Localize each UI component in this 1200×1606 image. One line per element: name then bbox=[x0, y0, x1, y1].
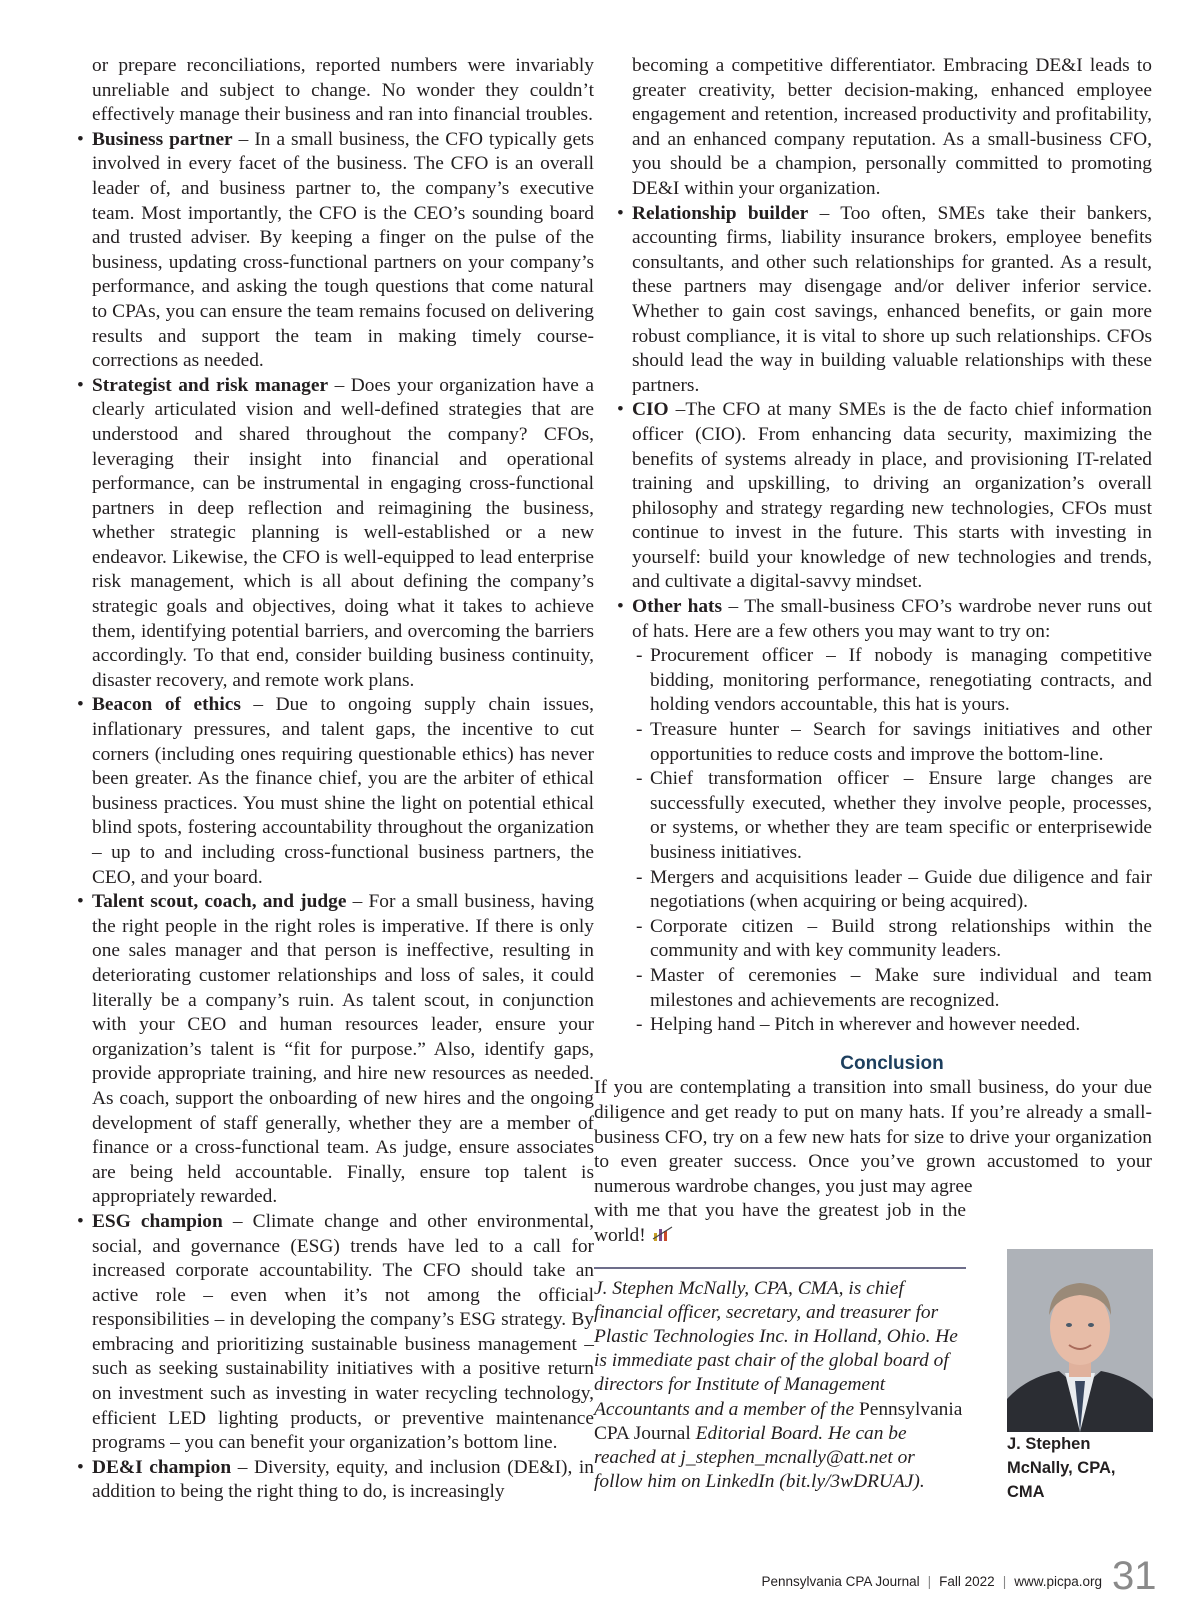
footer-website: www.picpa.org bbox=[1014, 1574, 1102, 1589]
bullet-business-partner: • Business partner – In a small business, the CFO typically gets involved in every facet of the business. The CFO is an overall leader of, and business partner to, the company’s executive team. Most importantly, the CFO is the CEO’s sounding board and trusted adviser. By keeping a finger on the pulse of the business, updating cross-functional partners on your company’s performance, and asking the tough questions that come natural to CPAs, you can ensure the team remains focused on delivering results and support the team in making timely course-corrections as needed. bbox=[74, 128, 594, 374]
bullet-term: Other hats bbox=[632, 596, 723, 618]
intro-continuation: or prepare reconciliations, reported numbers were invariably unreliable and subject to change. No wonder they couldn’t effectively manage their business and ran into financial troubles. bbox=[92, 55, 594, 126]
bullet-text: Climate change and other environmental, social, and governance (ESG) trends have led to a call for increased corporate accountability. The CFO should take an active role – even when it’s not among the official responsibilities – in developing the company’s ESG strategy. By embracing and prioritizing sustainable business management – such as seeking sustainability initiatives with a positive return on investment such as investing in water recycling technology, efficient LED lighting products, or preventive maintenance programs – you can benefit your organization’s bottom line. bbox=[92, 1210, 594, 1454]
other-hats-list bbox=[632, 644, 1152, 1038]
bullet-term: Beacon of ethics bbox=[92, 694, 241, 716]
author-photo bbox=[1007, 1249, 1153, 1432]
conclusion-end: with me that you have the greatest job in the world! bbox=[594, 1200, 966, 1246]
bullet-text: Due to ongoing supply chain issues, inflationary pressures, and talent gaps, the incentive to cut corners (including ones requiring questionable ethics) has never been greater. As the finance chief, you are the arbiter of ethical business practices. You must shine the light on potential ethical blind spots, fostering accountability throughout the organization – up to and including cross-functional business partners, the CEO, and your board. bbox=[92, 694, 594, 888]
bullet-term: Relationship builder bbox=[632, 202, 809, 224]
bullet-term: CIO bbox=[632, 399, 669, 421]
bullet-other-hats: • Other hats – The small-business CFO’s wardrobe never runs out of hats. Here are a few others you may want to try on: - Procurement officer – If nobody is managing competitive bidding, monitoring performance, renegotiating contracts, and holding vendors accountable, this hat is yours. - Treasure hunter – Search for savings initiatives and other opportunities to reduce costs and improve the bottom-line. - Chief transformation officer – Ensure large changes are successfully executed, whether they involve people, processes, or systems, or whether they are team specific or enterprisewide business initiatives. - Mergers and acquisitions leader – Guide due diligence and fair negotiations (when acquiring or being acquired). - Corporate citizen – Build strong relationships within the community and with key community leaders. - Master of ceremonies – Make sure individual and team milestones and achievements are recognized. - Helping hand – Pitch in wherever and however needed. bbox=[614, 595, 1152, 1038]
bullet-text: Too often, SMEs take their bankers, accounting firms, liability insurance brokers, employee benefits consultants, and other such relationships for granted. As a result, these partners may disengage and/or deliver inferior service. Whether to gain cost savings, enhanced benefits, or gain more robust compliance, it is vital to shore up such relationships. CFOs should lead the way in building valuable relationships with these partners. bbox=[632, 202, 1152, 396]
bullet-cio: • CIO –The CFO at many SMEs is the de facto chief information officer (CIO). From enhancing data security, maximizing the benefits of systems already in place, and provisioning IT-related training and upskilling, to driving an organization’s overall philosophy and strategy regarding new technologies, CFOs must continue to invest in the future. This starts with investing in yourself: build your knowledge of new technologies and trends, and cultivate a digital-savvy mindset. bbox=[614, 398, 1152, 595]
conclusion-heading: Conclusion bbox=[840, 1052, 944, 1074]
hat-chief-transformation-officer: - Chief transformation officer – Ensure large changes are successfully executed, whether they involve people, processes, or systems, or whether they are team specific or enterprisewide business initiatives. bbox=[634, 767, 1152, 865]
bullet-term: ESG champion bbox=[92, 1210, 223, 1232]
bullet-term: DE&I champion bbox=[92, 1456, 232, 1478]
bullet-esg-champion: • ESG champion – Climate change and other environmental, social, and governance (ESG) trends have led to a call for increased corporate accountability. The CFO should take an active role – even when it’s not among the official responsibilities – in developing the company’s ESG strategy. By embracing and prioritizing sustainable business management – such as seeking sustainability initiatives with a positive return on investment such as investing in water recycling technology, efficient LED lighting products, or preventive maintenance programs – you can benefit your organization’s bottom line. bbox=[74, 1210, 594, 1456]
hat-mergers-acquisitions-leader: - Mergers and acquisitions leader – Guide due diligence and fair negotiations (when acquiring or being acquired). bbox=[634, 866, 1152, 915]
bullet-dei-champion: • DE&I champion – Diversity, equity, and inclusion (DE&I), in addition to being the right thing to do, is increasingly bbox=[74, 1456, 594, 1505]
footer-journal: Pennsylvania CPA Journal bbox=[761, 1574, 920, 1589]
author-bio: J. Stephen McNally, CPA, CMA, is chief financial officer, secretary, and treasurer for Plastic Technologies Inc. in Holland, Ohio. He is immediate past chair of the global board of directors for Institute of Management Accountants and a member of the Pennsylvania CPA Journal Editorial Board. He can be reached at j_stephen_mcnally@att.net or follow him on LinkedIn (bit.ly/3wDRUAJ). bbox=[594, 1277, 963, 1493]
conclusion-text: If you are contemplating a transition into small business, do your due diligence and get ready to put on many hats. If you’re already a small-business CFO, try on a few new hats for size to drive your organization to even greater success. Once you’ve grown accustomed to your numerous wardrobe changes, you just may agree bbox=[594, 1077, 1152, 1197]
journal-end-mark-icon bbox=[652, 1225, 674, 1243]
bullet-term: Strategist and risk manager bbox=[92, 374, 329, 396]
bullet-text: For a small business, having the right people in the right roles is imperative. If there is only one sales manager and that person is ineffective, resulting in deteriorating customer relationships and loss of sales, it could literally be a company’s ruin. As talent scout, in conjunction with your CEO and human resources leader, ensure your organization’s talent is “fit for purpose.” Also, identify gaps, provide appropriate training, and hire new resources as needed. As coach, support the onboarding of new hires and the ongoing development of staff generally, whether they are a member of finance or a cross-functional team. As judge, ensure associates are being held accountable. Finally, ensure top talent is appropriately rewarded. bbox=[92, 891, 594, 1208]
bullet-term: Business partner bbox=[92, 128, 233, 150]
photo-caption: J. Stephen McNally, CPA, CMA bbox=[1007, 1435, 1116, 1501]
bullet-text: Diversity, equity, and inclusion (DE&I), in addition to being the right thing to do, is increasingly bbox=[92, 1456, 595, 1503]
bullet-relationship-builder: • Relationship builder – Too often, SMEs take their bankers, accounting firms, liability insurance brokers, employee benefits consultants, and other such relationships for granted. As a result, these partners may disengage and/or deliver inferior service. Whether to gain cost savings, enhanced benefits, or gain more robust compliance, it is vital to shore up such relationships. CFOs should lead the way in building valuable relationships with these partners. bbox=[614, 202, 1152, 399]
bullet-term: Talent scout, coach, and judge bbox=[92, 891, 347, 913]
left-bullet-list bbox=[74, 128, 594, 1505]
page-footer: Pennsylvania CPA Journal | Fall 2022 | www.picpa.org bbox=[761, 1574, 1102, 1589]
bullet-talent-scout: • Talent scout, coach, and judge – For a small business, having the right people in the right roles is imperative. If there is only one sales manager and that person is ineffective, resulting in deteriorating customer relationships and loss of sales, it could literally be a company’s ruin. As talent scout, in conjunction with your CEO and human resources leader, ensure your organization’s talent is “fit for purpose.” Also, identify gaps, provide appropriate training, and hire new resources as needed. As coach, support the onboarding of new hires and the ongoing development of staff generally, whether they are a member of finance or a cross-functional team. As judge, ensure associates are being held accountable. Finally, ensure top talent is appropriately rewarded. bbox=[74, 890, 594, 1210]
hat-treasure-hunter: - Treasure hunter – Search for savings initiatives and other opportunities to reduce costs and improve the bottom-line. bbox=[634, 718, 1152, 767]
hat-master-of-ceremonies: - Master of ceremonies – Make sure individual and team milestones and achievements are recognized. bbox=[634, 964, 1152, 1013]
bullet-beacon-of-ethics: • Beacon of ethics – Due to ongoing supply chain issues, inflationary pressures, and talent gaps, the incentive to cut corners (including ones requiring questionable ethics) has never been greater. As the finance chief, you are the arbiter of ethical business practices. You must shine the light on potential ethical blind spots, fostering accountability throughout the organization – up to and including cross-functional business partners, the CEO, and your board. bbox=[74, 693, 594, 890]
bullet-text: In a small business, the CFO typically gets involved in every facet of the business. The CFO is an overall leader of, and business partner to, the company’s executive team. Most importantly, the CFO is the CEO’s sounding board and trusted adviser. By keeping a finger on the pulse of the business, updating cross-functional partners on your company’s performance, and asking the tough questions that come natural to CPAs, you can ensure the team remains focused on delivering results and support the team in making timely course-corrections as needed. bbox=[92, 128, 594, 372]
bullet-text: The small-business CFO’s wardrobe never runs out of hats. Here are a few others you may want to try on: bbox=[632, 596, 1152, 642]
right-bullet-list bbox=[614, 202, 1152, 1038]
footer-issue: Fall 2022 bbox=[939, 1574, 995, 1589]
journal-name: Pennsylvania CPA Journal bbox=[594, 1398, 963, 1444]
hat-corporate-citizen: - Corporate citizen – Build strong relationships within the community and with key community leaders. bbox=[634, 915, 1152, 964]
bullet-text: Does your organization have a clearly articulated vision and well-defined strategies that are understood and shared throughout the company? CFOs, leveraging their insight into financial and operational performance, can be instrumental in engaging cross-functional partners in deep reflection and reimagining the business, whether strategic planning is well-established or a new endeavor. Likewise, the CFO is well-equipped to lead enterprise risk management, which is all about defining the company’s strategic goals and objectives, doing what it takes to achieve them, identifying potential barriers, and overcoming the barriers accordingly. To that end, consider building business continuity, disaster recovery, and remote work plans. bbox=[92, 374, 595, 691]
author-portrait-icon bbox=[1007, 1249, 1153, 1432]
bullet-text: The CFO at many SMEs is the de facto chief information officer (CIO). From enhancing data security, maximizing the benefits of systems already in place, and provisioning IT-related training and upskilling, to driving an organization’s overall philosophy and strategy regarding new technologies, CFOs must continue to invest in the future. This starts with investing in yourself: build your knowledge of new technologies and trends, and cultivate a digital-savvy mindset. bbox=[632, 399, 1153, 593]
hat-procurement-officer: - Procurement officer – If nobody is managing competitive bidding, monitoring performance, renegotiating contracts, and holding vendors accountable, this hat is yours. bbox=[634, 644, 1152, 718]
bio-divider bbox=[594, 1267, 966, 1269]
hat-helping-hand: - Helping hand – Pitch in wherever and however needed. bbox=[634, 1013, 1152, 1038]
page-number: 31 bbox=[1112, 1554, 1157, 1598]
dei-continuation: becoming a competitive differentiator. Embracing DE&I leads to greater creativity, better decision-making, enhanced employee engagement and retention, increased productivity and profitability, and an enhanced company reputation. As a small-business CFO, you should be a champion, personally committed to promoting DE&I within your organization. bbox=[632, 55, 1152, 199]
left-column bbox=[74, 54, 594, 1505]
bullet-strategist: • Strategist and risk manager – Does your organization have a clearly articulated vision and well-defined strategies that are understood and shared throughout the company? CFOs, leveraging their insight into financial and operational performance, can be instrumental in engaging cross-functional partners in deep reflection and reimagining the business, whether strategic planning is well-established or a new endeavor. Likewise, the CFO is well-equipped to lead enterprise risk management, which is all about defining the company’s strategic goals and objectives, doing what it takes to achieve them, identifying potential barriers, and overcoming the barriers accordingly. To that end, consider building business continuity, disaster recovery, and remote work plans. bbox=[74, 374, 594, 694]
